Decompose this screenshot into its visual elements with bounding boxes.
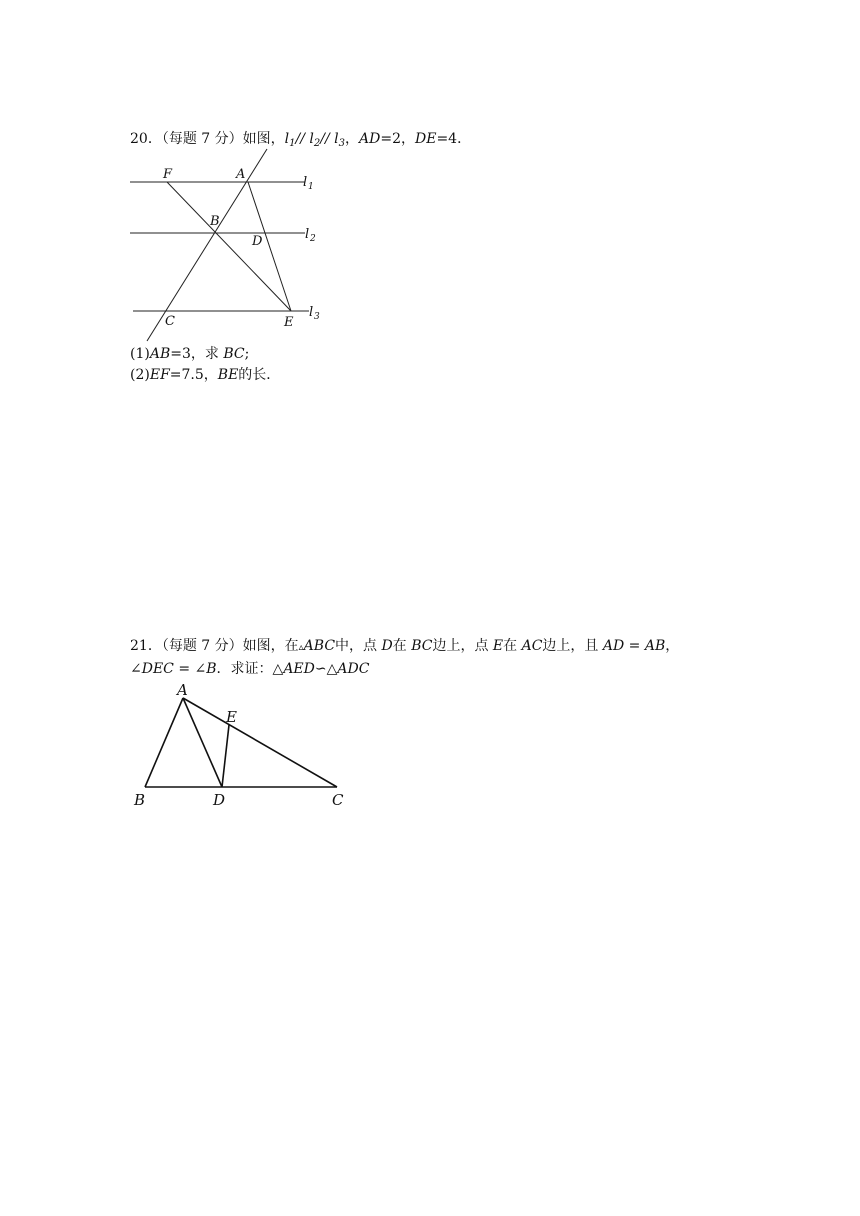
q21-t7: ， (665, 638, 680, 654)
q20-number: 20． (130, 131, 162, 147)
label-F: F (163, 167, 173, 182)
q21-eq1: AD = AB (602, 638, 666, 654)
q20-de-val: =4． (436, 131, 472, 147)
q20-part2-ef: EF (149, 367, 170, 383)
label-B: B (134, 791, 146, 809)
label-C: C (332, 791, 344, 809)
label-l2-sub: 2 (310, 234, 316, 244)
q20-part2-num: (2) (130, 367, 150, 383)
q20-part2-mid: =7.5， (169, 367, 218, 383)
label-l1: l (303, 175, 308, 190)
label-C: C (165, 314, 175, 329)
q20-de: DE (414, 131, 437, 147)
q21-e: E (492, 638, 504, 654)
label-D: D (213, 791, 226, 809)
q20-figure (125, 145, 345, 345)
q20-par1: // (295, 131, 310, 147)
q20-points: （每题 7 分） (161, 131, 243, 147)
q21-statement-line1 (130, 637, 679, 657)
segment-ad (183, 698, 222, 787)
label-B: B (210, 214, 220, 229)
q20-part2 (130, 366, 280, 384)
label-l3: l (309, 305, 314, 320)
q21-t1: 如图，在 (242, 638, 299, 654)
q21-t4: 边上，点 (432, 638, 493, 654)
q21-bc: BC (411, 638, 433, 654)
label-D: D (252, 234, 263, 249)
q20-part2-end: 的长． (238, 367, 281, 383)
q21-number: 21． (130, 638, 162, 654)
line-fe (167, 182, 291, 311)
label-E: E (226, 708, 237, 726)
q20-l2: l (309, 131, 314, 147)
q21-t2: 中，点 (335, 638, 382, 654)
q20-ad-val: =2， (380, 131, 415, 147)
q21-t3: 在 (392, 638, 412, 654)
q21-eq2: ∠DEC = ∠B (130, 661, 217, 677)
q20-part1-end: ; (244, 346, 250, 362)
q21-t6: 边上，且 (542, 638, 603, 654)
q20-par2: // (320, 131, 335, 147)
q21-claim: △AED∽△ADC (272, 661, 370, 677)
q20-l1-sub: 1 (289, 138, 296, 149)
q20-part2-be: BE (217, 367, 239, 383)
q20-ad: AD (359, 131, 381, 147)
segment-de (222, 725, 229, 787)
q21-ac: AC (521, 638, 543, 654)
q20-part1-bc: BC (223, 346, 245, 362)
q20-l3-sub: 3 (338, 138, 345, 149)
q21-figure (130, 680, 360, 810)
q20-l3: l (334, 131, 339, 147)
q21-abc: ABC (303, 638, 336, 654)
q21-t8: ．求证： (216, 661, 273, 677)
q20-l2-sub: 2 (313, 138, 321, 149)
q21-tri: ▵ (298, 642, 304, 653)
q21-points: （每题 7 分） (161, 638, 243, 654)
label-l1-sub: 1 (308, 182, 314, 192)
segment-ab (145, 698, 183, 787)
q20-sep1: ， (345, 131, 359, 147)
q20-intro: 如图， (242, 131, 285, 147)
q20-part1-mid: =3，求 (170, 346, 224, 362)
label-E: E (284, 315, 294, 330)
q20-l1: l (284, 131, 290, 147)
segment-ac (183, 698, 337, 787)
label-l3-sub: 3 (314, 312, 320, 322)
q21-statement-line2 (130, 660, 369, 678)
label-A: A (236, 167, 246, 182)
q21-d: D (381, 638, 393, 654)
q20-part1-num: (1) (130, 346, 150, 362)
q20-part1-ab: AB (149, 346, 171, 362)
q20-part1 (130, 345, 249, 363)
label-A: A (177, 681, 188, 699)
q21-t5: 在 (503, 638, 522, 654)
label-l2: l (305, 227, 310, 242)
